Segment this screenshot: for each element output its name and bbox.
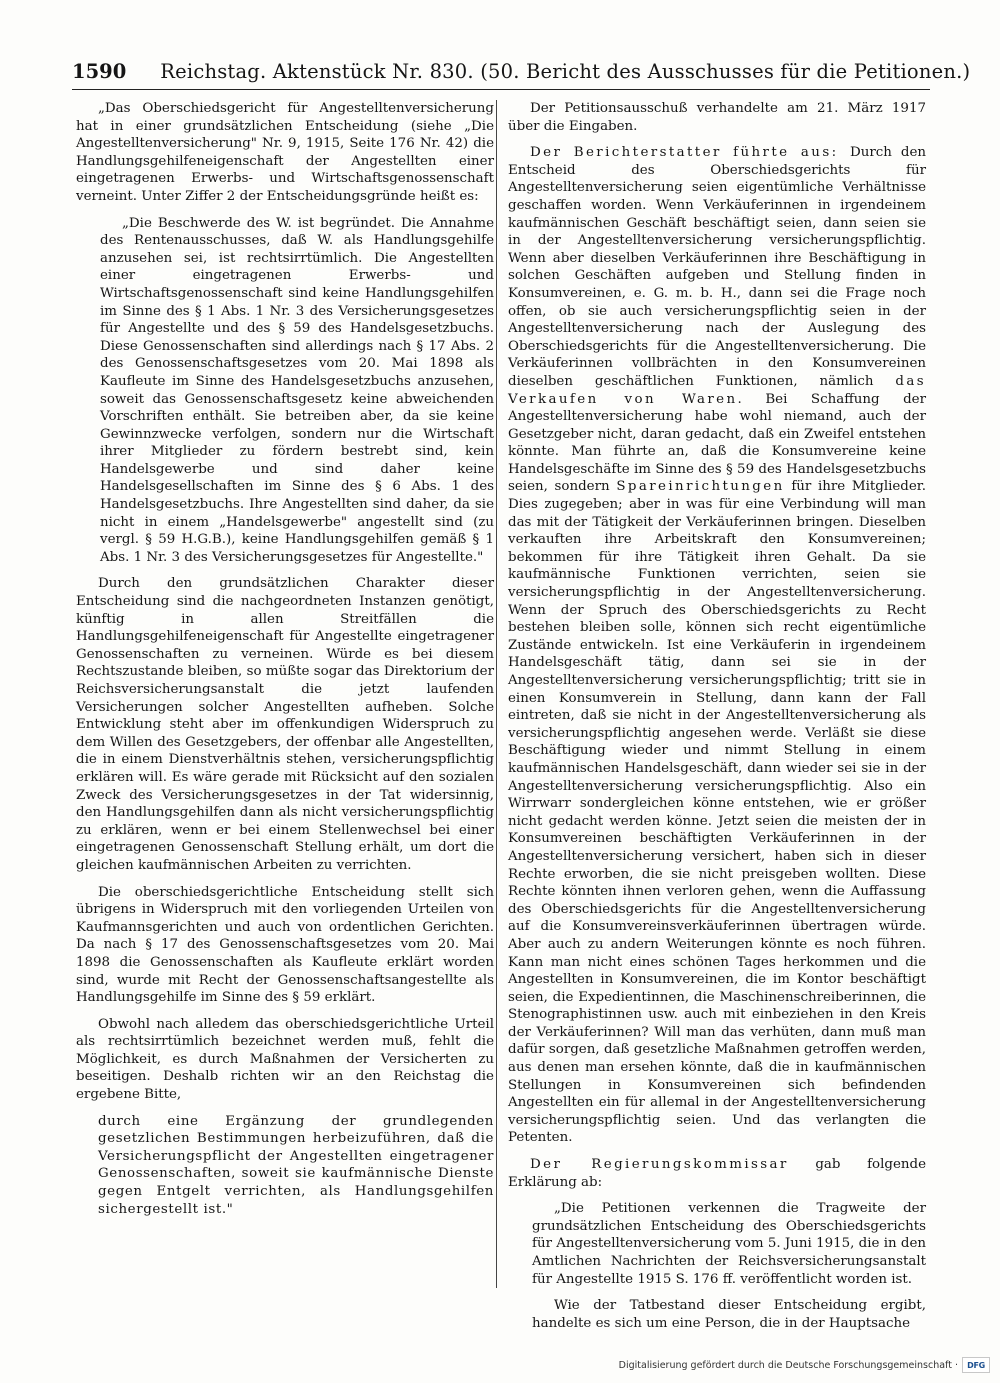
left-quote-ruling: „Die Beschwerde des W. ist begründet. Die Annahme des Rentenausschusses, daß W. als Handlungsgehilfe anzusehen sei, ist rechtsirrtümlich. Die Angestellten einer eingetragenen Erwerbs- und Wirtschaftsgenossenschaft sind keine Handlungsgehilfen im Sinne des § 1 Abs. 1 Nr. 3 des Versicherungsgesetzes für Angestellte und des § 59 des Handelsgesetzbuchs. Diese Genossenschaften sind allerdings nach § 17 Abs. 2 des Genossenschaftsgesetzes vom 20. Mai 1898 als Kaufleute im Sinne des Handelsgesetzbuchs anzusehen, soweit das Genossenschaftsgesetz keine abweichenden Vorschriften enthält. Sie betreiben aber, da sie keine Gewinnzwecke verfolgen, sondern nur die Wirtschaft ihrer Mitglieder zu fördern bestrebt sind, kein Handelsgewerbe und sind daher keine Handelsgesellschaften im Sinne des § 6 Abs. 1 des Handelsgesetzbuchs. Ihre Angestellten sind daher, da sie nicht in einem „Handelsgewerbe" angestellt sind (zu vergl. § 59 H.G.B.), keine Handlungsgehilfen gemäß § 1 Abs. 1 Nr. 3 des Versicherungsgesetzes für Angestellte." [100, 215, 494, 565]
right-quote-petitions: „Die Petitionen verkennen die Tragweite der grundsätzlichen Entscheidung des Oberschiedsgerichts für Angestelltenversicherung vom 5. Juni 1915, die in den Amtlichen Nachrichten der Reichsversicherungsanstalt für Angestellte 1915 S. 176 ff. veröffentlicht worden ist. [532, 1201, 926, 1287]
right-paragraph-rapporteur [508, 144, 926, 1147]
running-title: Reichstag. Aktenstück Nr. 830. (50. Bericht des Ausschusses für die Petitionen.) [160, 60, 971, 83]
left-paragraph-consequences: Durch den grundsätzlichen Charakter dieser Entscheidung sind die nachgeordneten Instanzen genötigt, künftig in allen Streitfällen die Handlungsgehilfeneigenschaft für Angestellte eingetragener Genossenschaften zu verneinen. Würde es bei diesem Rechtszustande bleiben, so müßte sogar das Direktorium der Reichsversicherungsanstalt die jetzt laufenden Versicherungen solcher Angestellten aufheben. Solche Entwicklung steht aber im offenkundigen Widerspruch zu dem Willen des Gesetzgebers, der offenbar alle Angestellten, die in einem Dienstverhältnis stehen, versicherungspflichtig erklären will. Es wäre gerade mit Rücksicht auf den sozialen Zweck des Versicherungsgesetzes in der Tat widersinnig, den Handlungsgehilfen dann als nicht versicherungspflichtig zu erklären, wenn er bei einem Stellenwechsel bei einer eingetragenen Genossenschaft Stellung erhält, um dort die gleichen kaufmännischen Arbeiten zu verrichten. [76, 576, 494, 873]
rapporteur-emphasis-2: Spareinrichtungen [616, 479, 785, 495]
page-number: 1590 [72, 60, 127, 83]
commissioner-text: gab folgende Erklärung ab: [508, 1157, 926, 1190]
right-quote-facts: Wie der Tatbestand dieser Entscheidung ergibt, handelte es sich um eine Person, die in der Hauptsache [532, 1298, 926, 1331]
digitization-footer [619, 1357, 990, 1373]
right-paragraph-commissioner [508, 1156, 926, 1191]
left-paragraph-intro: „Das Oberschiedsgericht für Angestelltenversicherung hat in einer grundsätzlichen Entscheidung (siehe „Die Angestelltenversicherung" Nr. 9, 1915, Seite 176 Nr. 42) die Handlungsgehilfeneigenschaft der Angestellten einer eingetragenen Erwerbs- und Wirtschaftsgenossenschaft verneint. Unter Ziffer 2 der Entscheidungsgründe heißt es: [76, 101, 494, 204]
rapporteur-text-a: Durch den Entscheid des Oberschiedsgerichts für Angestelltenversicherung seien eigentümliche Verhältnisse geschaffen worden. Wenn Verkäuferinnen in irgendeinem kaufmännischen Geschäft beschäftigt seien, dann seien sie in der Angestelltenversicherung versicherungspflichtig. Wenn aber dieselben Verkäuferinnen ihre Beschäftigung in solchen Geschäften aufgeben und Stellung finden in Konsumvereinen, e. G. m. b. H., dann sei die Frage noch offen, ob sie auch versicherungspflichtig seien in der Angestelltenversicherung nach der Auslegung des Oberschiedsgerichts für die Angestelltenversicherung. Die Verkäuferinnen vollbrächten in den Konsumvereinen dieselben geschäftlichen Funktionen, nämlich [508, 145, 927, 389]
column-divider [496, 100, 497, 1288]
right-column [508, 100, 926, 1341]
right-paragraph-session: Der Petitionsausschuß verhandelte am 21. März 1917 über die Eingaben. [508, 101, 926, 134]
left-column [76, 100, 494, 1227]
left-paragraph-request: Obwohl nach alledem das oberschiedsgerichtliche Urteil als rechtsirrtümlich bezeichnet werden muß, fehlt die Möglichkeit, es durch Maßnahmen der Versicherten zu beseitigen. Deshalb richten wir an den Reichstag die ergebene Bitte, [76, 1016, 494, 1103]
dfg-logo: DFG [962, 1357, 990, 1373]
rapporteur-text-b: . Bei Schaffung der Angestelltenversicherung habe wohl niemand, auch der Gesetzgeber nicht, daran gedacht, daß ein Zweifel entstehen könnte. Man führte an, daß die Konsumvereine keine Handelsgeschäfte im Sinne des § 59 des Handelsgesetzbuchs seien, sondern [508, 391, 926, 495]
funding-credit: Digitalisierung gefördert durch die Deutsche Forschungsgemeinschaft · [618, 1359, 958, 1371]
rapporteur-emphasis-1: das Verkaufen von Waren [508, 373, 926, 407]
left-paragraph-contradiction: Die oberschiedsgerichtliche Entscheidung stellt sich übrigens in Widerspruch mit den vorliegenden Urteilen von Kaufmannsgerichten und auch von ordentlichen Gerichten. Da nach § 17 des Genossenschaftsgesetzes vom 20. Mai 1898 die Genossenschaften als Kaufleute erklärt worden sind, wurde mit Recht der Genossenschaftsangestellte als Handlungsgehilfe im Sinne des § 59 erklärt. [76, 884, 494, 1006]
petition-text: durch eine Ergänzung der grundlegenden gesetzlichen Bestimmungen herbeizuführen, daß die Versicherungspflicht der Angestellten eingetragener Genossenschaften, soweit sie kaufmännische Dienste gegen Entgelt verrichten, als Handlungsgehilfen sichergestellt ist." [98, 1113, 494, 1217]
rapporteur-lead: Der Berichterstatter führte aus: [530, 145, 850, 161]
rapporteur-text-c: für ihre Mitglieder. Dies zugegeben; aber in was für eine Verbindung will man das mit der Tätigkeit der Verkäuferinnen bringen. Dieselben verkauften ihre Arbeitskraft den Konsumvereinen; bekommen für ihre Tätigkeit ihren Gehalt. Da sie kaufmännische Funktionen verrichten, seien sie versicherungspflichtig in der Angestelltenversicherung. Wenn der Spruch des Oberschiedsgerichts zu Recht bestehen bleiben solle, können sich recht eigentümliche Zustände entwickeln. Ist eine Verkäuferin in irgendeinem Handelsgeschäft tätig, dann sei sie in der Angestelltenversicherung versicherungspflichtig; tritt sie in einen Konsumverein in Stellung, dann kann der Fall eintreten, daß sie nicht in der Angestelltenversicherung als versicherungspflichtig angesehen werde. Verläßt sie diese Beschäftigung wieder und nimmt Stellung in einem kaufmännischen Handelsgeschäft, dann wieder sei sie in der Angestelltenversicherung versicherungspflichtig. Also ein Wirrwarr sondergleichen könne entstehen, wie er größer nicht gedacht werden könne. Jetzt seien die meisten der in Konsumvereinen beschäftigten Verkäuferinnen in der Angestelltenversicherung versichert, haben sich in dieser Rechte erworben, die sie nicht preisgeben wollten. Diese Rechte könnten ihnen verloren gehen, wenn die Auffassung des Oberschiedsgerichts für die Angestelltenversicherung auf die Konsumvereinsverkäuferinnen übertragen würde. Aber auch zu andern Weiterungen könnte es noch führen. Kann man nicht eines schönen Tages herkommen und die Angestellten in Konsumvereinen, die im Kontor beschäftigt seien, die Expedientinnen, die Maschinenschreiberinnen, die Stenographistinnen usw. auch mit einbeziehen in den Kreis der Verkäuferinnen? Will man das verhüten, dann muß man dafür sorgen, daß gesetzliche Maßnahmen getroffen werden, aus denen man ersehen könnte, daß die in kaufmännischen Stellungen in Konsumvereinen sich befindenden Angestellten ein für allemal in der Angestelltenversicherung versicherungspflichtig seien. Und das verlangten die Petenten. [508, 479, 926, 1146]
page-header [72, 60, 971, 84]
commissioner-lead: Der Regierungskommissar [530, 1157, 789, 1173]
header-rule [72, 89, 930, 90]
